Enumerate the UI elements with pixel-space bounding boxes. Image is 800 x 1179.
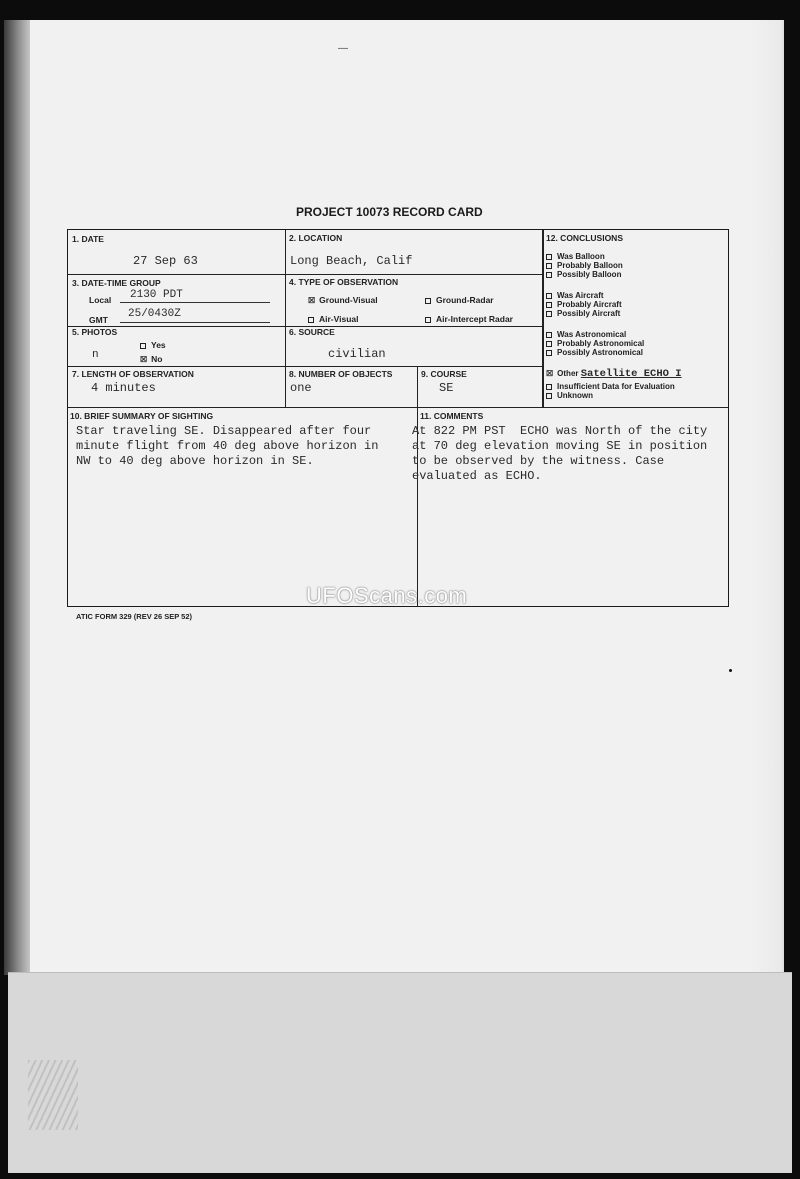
conclusion-item: Was Aircraft <box>546 291 622 300</box>
conclusion-group-astronomical <box>546 330 644 357</box>
gmt-time-value: 25/0430Z <box>128 308 181 320</box>
divider <box>417 366 418 606</box>
conclusions-label: 12. CONCLUSIONS <box>546 233 623 243</box>
course-value: SE <box>439 381 454 395</box>
divider <box>68 407 728 408</box>
location-label: 2. LOCATION <box>289 233 343 243</box>
course-label: 9. COURSE <box>421 369 467 379</box>
conclusion-unknown: Unknown <box>546 391 682 400</box>
option-ground-visual: ☒ Ground-Visual <box>308 295 378 305</box>
conclusion-item: Probably Astronomical <box>546 339 644 348</box>
card-title: PROJECT 10073 RECORD CARD <box>296 205 483 219</box>
comments-line: to be observed by the witness. Case <box>412 454 665 468</box>
checked-mark-icon: ☒ <box>308 296 316 305</box>
conclusion-item: Possibly Astronomical <box>546 348 644 357</box>
divider <box>285 230 286 408</box>
summary-line: NW to 40 deg above horizon in SE. <box>76 454 314 468</box>
photos-yes-option: Yes <box>140 340 166 350</box>
checkbox-icon <box>546 393 552 399</box>
photos-no-option: ☒ No <box>140 354 163 364</box>
gmt-label: GMT <box>89 315 108 325</box>
divider <box>68 274 542 275</box>
divider <box>68 366 542 367</box>
film-left-edge <box>4 20 32 975</box>
checkbox-icon <box>546 272 552 278</box>
conclusion-item: Possibly Balloon <box>546 270 623 279</box>
comments-line: at 70 deg elevation moving SE in position <box>412 439 708 453</box>
conclusion-item: Was Balloon <box>546 252 623 261</box>
checkbox-icon <box>546 332 552 338</box>
checkbox-icon <box>546 341 552 347</box>
other-value: Satellite ECHO I <box>580 368 682 380</box>
checkbox-icon <box>546 293 552 299</box>
date-value: 27 Sep 63 <box>133 254 198 268</box>
divider <box>542 230 544 408</box>
summary-label: 10. BRIEF SUMMARY OF SIGHTING <box>70 411 214 421</box>
header-mark: — <box>338 43 348 54</box>
local-underline <box>120 302 270 303</box>
location-value: Long Beach, Calif <box>290 254 413 268</box>
checkbox-icon <box>546 254 552 260</box>
number-of-objects-label: 8. NUMBER OF OBJECTS <box>289 369 393 379</box>
length-label: 7. LENGTH OF OBSERVATION <box>72 369 194 379</box>
checked-mark-icon: ☒ <box>546 369 554 378</box>
comments-text <box>412 424 724 484</box>
summary-text <box>76 424 378 469</box>
number-of-objects-value: one <box>290 381 312 395</box>
checkbox-icon <box>425 317 431 323</box>
option-air-intercept-radar: Air-Intercept Radar <box>425 314 513 324</box>
gmt-underline <box>120 322 270 323</box>
checkbox-icon <box>308 317 314 323</box>
checkbox-icon <box>425 298 431 304</box>
conclusion-insufficient: Insufficient Data for Evaluation <box>546 382 682 391</box>
record-card <box>67 229 729 607</box>
checked-mark-icon: ☒ <box>140 355 148 364</box>
lower-film-strip <box>8 972 792 1173</box>
date-time-group-label: 3. DATE-TIME GROUP <box>72 278 161 288</box>
conclusion-group-balloon <box>546 252 623 279</box>
summary-line: minute flight from 40 deg above horizon in <box>76 439 379 453</box>
checkbox-icon <box>546 263 552 269</box>
summary-line: Star traveling SE. Disappeared after four <box>76 424 372 438</box>
comments-line: At 822 PM PST ECHO was North of the city <box>412 424 708 438</box>
comments-label: 11. COMMENTS <box>420 411 484 421</box>
local-label: Local <box>89 295 112 305</box>
conclusion-item: Was Astronomical <box>546 330 644 339</box>
local-time-value: 2130 PDT <box>130 289 183 301</box>
form-id: ATIC FORM 329 (REV 26 SEP 52) <box>76 612 193 621</box>
photos-label: 5. PHOTOS <box>72 327 118 337</box>
speck <box>729 669 732 672</box>
conclusion-group-aircraft <box>546 291 622 318</box>
type-of-observation-label: 4. TYPE OF OBSERVATION <box>289 277 399 287</box>
checkbox-icon <box>546 350 552 356</box>
checkbox-icon <box>546 302 552 308</box>
checkbox-icon <box>140 343 146 349</box>
source-value: civilian <box>328 347 386 361</box>
checkbox-icon <box>546 311 552 317</box>
conclusion-item: Possibly Aircraft <box>546 309 622 318</box>
checkbox-icon <box>546 384 552 390</box>
comments-line: evaluated as ECHO. <box>412 469 542 483</box>
conclusion-group-other <box>546 367 682 400</box>
conclusion-item: Probably Balloon <box>546 261 623 270</box>
conclusion-other: ☒ Other Satellite ECHO I <box>546 368 682 380</box>
option-air-visual: Air-Visual <box>308 314 359 324</box>
paper-right-edge <box>752 20 782 975</box>
source-label: 6. SOURCE <box>289 327 335 337</box>
length-value: 4 minutes <box>91 381 156 395</box>
option-ground-radar: Ground-Radar <box>425 295 494 305</box>
date-label: 1. DATE <box>72 234 104 244</box>
watermark: UFOScans.com <box>306 583 468 608</box>
photos-mark: n <box>92 349 99 361</box>
film-scuff-mark <box>28 1060 78 1130</box>
conclusion-item: Probably Aircraft <box>546 300 622 309</box>
